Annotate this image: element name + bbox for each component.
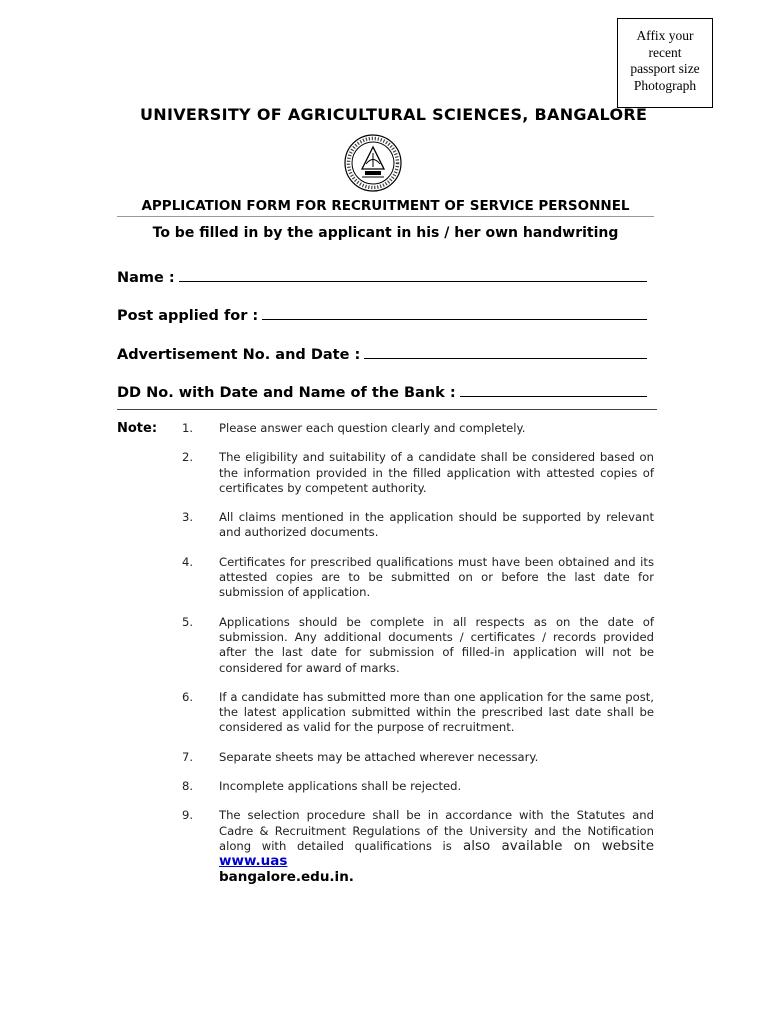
photo-box-line: passport size <box>630 61 700 76</box>
note-item <box>182 615 654 676</box>
handwriting-instruction: To be filled in by the applicant in his / her own handwriting <box>152 225 619 241</box>
photo-box-line: Affix your <box>636 28 694 43</box>
dd-blank-line[interactable] <box>460 382 647 397</box>
note-item <box>182 750 654 765</box>
name-label: Name : <box>117 270 175 286</box>
note-number: 7. <box>182 749 194 764</box>
note-number: 1. <box>182 421 194 435</box>
note-text: Please answer each question clearly and completely. <box>219 421 526 435</box>
note-number: 3. <box>182 510 194 525</box>
note-item <box>182 808 654 884</box>
note-text: Incomplete applications shall be rejected. <box>219 779 462 794</box>
divider <box>117 216 654 217</box>
note-label: Note: <box>117 421 158 436</box>
university-emblem-logo <box>335 133 411 193</box>
note-number: 2. <box>182 450 194 465</box>
advertisement-label: Advertisement No. and Date : <box>117 347 361 363</box>
photo-box-line: recent <box>648 44 682 60</box>
photo-box <box>617 18 713 108</box>
website-link[interactable]: www.uas <box>219 853 288 870</box>
post-applied-field <box>117 305 657 324</box>
note-item <box>182 779 654 794</box>
note-text: If a candidate has submitted more than one application for the same post, the latest application submitted within the prescribed last date shall be considered as valid for the purpose of recruitment. <box>219 689 654 735</box>
dd-label: DD No. with Date and Name of the Bank : <box>117 385 456 401</box>
note-text: Separate sheets may be attached wherever necessary. <box>219 749 539 764</box>
notes-list <box>182 421 654 885</box>
note-number: 8. <box>182 779 194 794</box>
form-title: APPLICATION FORM FOR RECRUITMENT OF SERVICE PERSONNEL <box>141 198 630 214</box>
note-text <box>219 808 654 884</box>
note-number: 4. <box>182 554 194 569</box>
dd-field <box>117 382 657 401</box>
note-text-part: also available on website <box>451 837 654 854</box>
note-number: 6. <box>182 689 194 704</box>
advertisement-blank-line[interactable] <box>364 344 647 359</box>
university-title: UNIVERSITY OF AGRICULTURAL SCIENCES, BANGALORE <box>140 105 648 124</box>
note-text: The eligibility and suitability of a candidate shall be considered based on the information provided in the filled application with attested copies of certificates by competent authority. <box>219 450 654 495</box>
note-item <box>182 690 654 736</box>
name-field <box>117 267 657 286</box>
note-item <box>182 510 654 541</box>
website-link-tail[interactable]: bangalore.edu.in. <box>219 868 354 885</box>
note-number: 9. <box>182 808 194 823</box>
note-item <box>182 450 654 496</box>
note-text: Certificates for prescribed qualifications must have been obtained and its attested copies are to be submitted on or before the last date for submission of application. <box>219 554 654 600</box>
name-blank-line[interactable] <box>179 267 647 282</box>
divider <box>117 409 657 410</box>
note-text: All claims mentioned in the application should be supported by relevant and authorized documents. <box>219 510 654 540</box>
advertisement-field <box>117 344 657 363</box>
note-item <box>182 555 654 601</box>
photo-box-line: Photograph <box>633 77 697 93</box>
note-number: 5. <box>182 614 194 629</box>
post-applied-blank-line[interactable] <box>262 305 647 320</box>
note-text-part: The selection procedure shall be in accordance with the Statutes and Cadre & Recruitment Regulations of the University and the Notification along with detailed qualifications is <box>219 808 654 853</box>
post-applied-label: Post applied for : <box>117 308 259 324</box>
note-text: Applications should be complete in all respects as on the date of submission. Any additional documents / certificates / records provided after the last date for submission of filled-in application will not be considered for award of marks. <box>219 614 654 675</box>
note-item <box>182 421 654 436</box>
